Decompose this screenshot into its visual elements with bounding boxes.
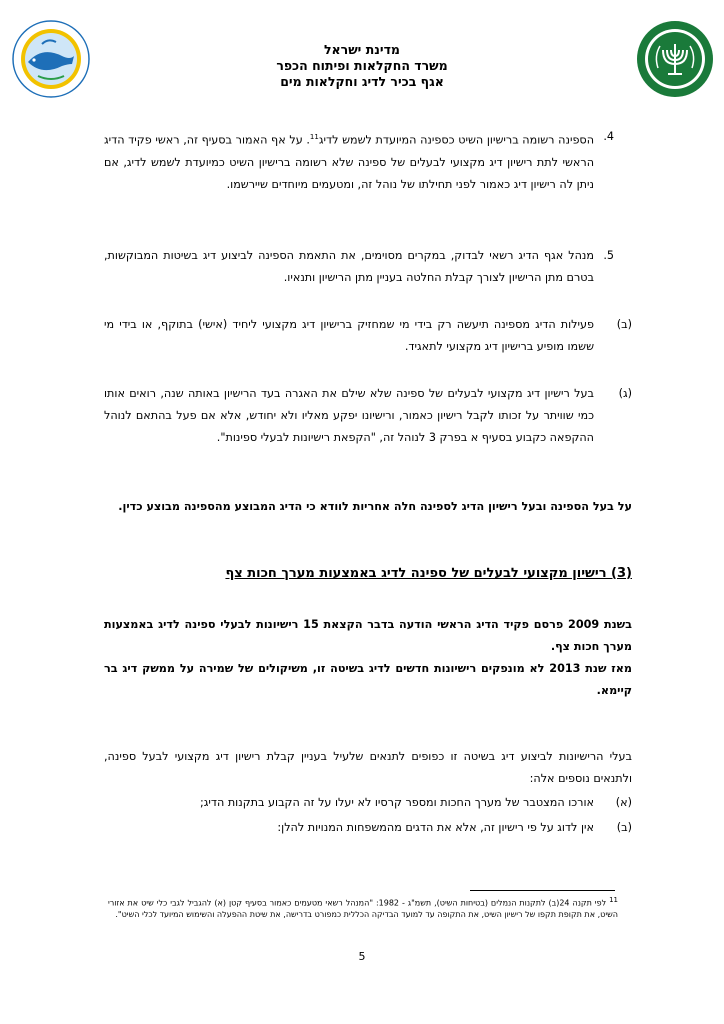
section-3-bold-paragraph-2: מאז שנת 2013 לא מונפקים רישיונות חדשים לדיג בשיטה זו, משיקולים של שמירה על ממשק דיג בר קיימא. <box>104 662 632 697</box>
item-5-text: מנהל אגף הדיג רשאי לבדוק, במקרים מסוימים, את התאמת הספינה לביצוע דיג בשיטות המבוקשות, בטרם מתן הרישיון לצורך קבלת החלטה בעניין מתן הרישיון ותנאיו. <box>104 249 594 284</box>
item-4-text-b: . על אף האמור בסעיף זה, ראשי פקיד הדיג הראשי לתת רישיון דיג מקצועי לבעלים של ספינה שלא רשומה ברישיון השיט כמיועדת לשמש לדיג, אם ניתן לה רישיון דיג כאמור לפני תחילתו של נוהל זה, ומטעמים מיוחדים שיירשמו. <box>104 133 594 191</box>
header-department-name: אגף בכיר לדיג וחקלאות מים <box>280 74 444 89</box>
section-3-heading: (3) רישיון מקצועי לבעלים של ספינה לדיג באמצעות מערך חכות צף <box>225 566 632 581</box>
sub-b-text: פעילות הדיג מספינה תיעשה רק בידי מי שמחזיק ברישיון דיג מקצועי ליחיד (אישי) בתוקף, או בידי מי ששמו מופיע ברישיון דיג מקצועי לתאגיד. <box>104 318 594 353</box>
section-3-bold-paragraph-1: בשנת 2009 פרסם פקיד הדיג הראשי הודעה בדבר הקצאת 15 רישיונות לבעלי ספינה לדיג באמצעות מערך חכות צף. <box>104 618 632 653</box>
item-5-marker: 5. <box>603 249 614 262</box>
condition-a-marker: (א) <box>615 796 632 809</box>
sub-b-marker: (ב) <box>616 318 632 331</box>
condition-b-marker: (ב) <box>616 821 632 834</box>
responsibility-note: על בעל הספינה ובעל רישיון הדיג לספינה חלה אחריות לוודא כי הדיג המבוצע מהספינה מבוצע כדין. <box>118 500 632 513</box>
sub-g-marker: (ג) <box>618 387 632 400</box>
footnote-ref-11[interactable]: 11 <box>309 133 319 141</box>
footnote-text: לפי תקנה 24(ב) לתקנות הנמלים (בטיחות השיט), תשמ"ג - 1982: "המנהל רשאי מטעמים כאמור בסעיף קטן (א) להגביל לגבי כלי שיט את אזורי השיט, את תקופת תקפו של רישיון השיט, את התקופה עד למועד הבדיקה הכללית כמפורט בדרישה, את שיטת ההפעלה והשימוש המיועד לכלי השיט". <box>108 898 618 919</box>
header-state-name: מדינת ישראל <box>324 42 400 57</box>
fisheries-department-logo <box>12 20 90 98</box>
header-ministry-name: משרד החקלאות ופיתוח הכפר <box>276 58 448 73</box>
item-4-text <box>104 126 594 196</box>
page-number: 5 <box>358 950 366 963</box>
item-4-text-a: הספינה רשומה ברישיון השיט כספינה המיועדת לשמש לדיג <box>318 133 594 147</box>
footnote-separator <box>470 890 615 891</box>
footnote-11 <box>108 895 618 920</box>
condition-a-text: אורכו המצטבר של מערך החכות ומספר קרסיו לא יעלו על זה הקבוע בתקנות הדיג; <box>199 796 594 809</box>
sub-g-text: בעל רישיון דיג מקצועי לבעלים של ספינה שלא שילם את האגרה בעד הרישיון באותה שנה, רואים אותו כמי שוויתר על זכותו לקבל רישיון כאמור, ורישיונו יפקע מאליו ולא יחודש, אלא אם פעל בהתאם לנוהל ההקפאה כקבוע בסעיף א בפרק 3 לנוהל זה, "הקפאת רישיונות לבעלי ספינות". <box>104 387 594 444</box>
document-header <box>150 42 574 90</box>
item-4-marker: 4. <box>603 130 614 143</box>
ministry-emblem-logo <box>636 20 714 98</box>
condition-b-text: אין לדוג על פי רישיון זה, אלא את הדגים מהמשפחות המנויות להלן: <box>277 821 594 834</box>
section-3-intro: בעלי הרישיונות לביצוע דיג בשיטה זו כפופים לתנאים שלעיל בעניין קבלת רישיון דיג מקצועי לבעל ספינה, ולתנאים נוספים אלה: <box>104 750 632 785</box>
footnote-number: 11 <box>609 896 618 904</box>
